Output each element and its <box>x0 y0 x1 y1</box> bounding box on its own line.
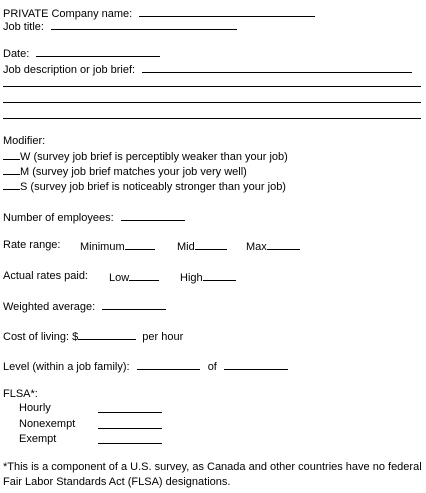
level-of-field[interactable] <box>224 359 288 370</box>
modifier-s-text: (survey job brief is noticeably stronger than your job) <box>30 181 286 193</box>
weighted-average-row <box>3 299 166 314</box>
modifier-heading: Modifier: <box>3 135 46 147</box>
job-title-label: Job title: <box>3 21 44 33</box>
level-row <box>3 359 288 374</box>
job-description-line-1[interactable] <box>3 86 421 87</box>
cost-of-living-row <box>3 329 183 344</box>
modifier-m-code: M <box>20 166 30 178</box>
modifier-w-text: (survey job brief is perceptibly weaker than your job) <box>33 151 288 163</box>
job-description-label: Job description or job brief: <box>3 64 136 76</box>
employees-label: Number of employees: <box>3 212 114 224</box>
modifier-m-text: (survey job brief matches your job very well) <box>32 166 247 178</box>
low-field[interactable] <box>129 270 159 281</box>
low-group <box>109 270 159 285</box>
footnote: *This is a component of a U.S. survey, as Canada and other countries have no federal Fair Labor Standards Act (FLSA) designations. <box>3 461 422 488</box>
date-label: Date: <box>3 48 30 60</box>
modifier-s-code: S <box>20 181 28 193</box>
minimum-label: Minimum <box>80 241 125 253</box>
flsa-hourly-field[interactable] <box>98 402 162 413</box>
actual-rates-label: Actual rates paid: <box>3 270 88 282</box>
max-field[interactable] <box>267 239 300 250</box>
mid-field[interactable] <box>195 239 227 250</box>
of-label: of <box>207 361 217 373</box>
job-description-field[interactable] <box>142 62 412 73</box>
level-label: Level (within a job family): <box>3 361 130 373</box>
flsa-hourly-field-wrap <box>98 402 162 417</box>
company-name-field[interactable] <box>139 6 315 17</box>
employees-field[interactable] <box>121 210 185 221</box>
flsa-exempt-field[interactable] <box>98 433 162 444</box>
actual-rates-row <box>3 270 88 283</box>
job-title-field[interactable] <box>51 19 237 30</box>
modifier-option-w <box>3 149 288 164</box>
minimum-field[interactable] <box>125 239 155 250</box>
rate-range-label: Rate range: <box>3 239 61 251</box>
modifier-s-blank[interactable] <box>3 179 20 190</box>
high-label: High <box>180 272 203 284</box>
cost-of-living-field[interactable] <box>78 329 136 340</box>
rate-range-row <box>3 239 60 252</box>
job-title-row <box>3 19 237 34</box>
minimum-group <box>80 239 155 254</box>
modifier-w-code: W <box>20 151 31 163</box>
date-field[interactable] <box>36 46 160 57</box>
flsa-exempt-label: Exempt <box>19 433 57 445</box>
job-description-line-2[interactable] <box>3 102 421 103</box>
flsa-nonexempt-field-wrap <box>98 418 162 433</box>
flsa-hourly-label: Hourly <box>19 402 51 414</box>
mid-label: Mid <box>177 241 195 253</box>
employees-row <box>3 210 185 225</box>
flsa-nonexempt-label: Nonexempt <box>19 418 76 430</box>
flsa-nonexempt-field[interactable] <box>98 418 162 429</box>
flsa-heading: FLSA*: <box>3 388 38 400</box>
high-group <box>180 270 236 285</box>
modifier-option-s <box>3 179 286 194</box>
max-group <box>246 239 300 254</box>
cost-of-living-label: Cost of living: $ <box>3 331 79 343</box>
weighted-average-field[interactable] <box>102 299 166 310</box>
job-description-line-3[interactable] <box>3 118 421 119</box>
job-description-row <box>3 62 412 77</box>
modifier-w-blank[interactable] <box>3 149 20 160</box>
flsa-exempt-field-wrap <box>98 433 162 448</box>
low-label: Low <box>109 272 130 284</box>
date-row <box>3 46 160 61</box>
company-name-label: PRIVATE Company name: <box>3 8 133 20</box>
per-hour-label: per hour <box>142 331 184 343</box>
high-field[interactable] <box>203 270 236 281</box>
modifier-option-m <box>3 164 247 179</box>
mid-group <box>177 239 227 254</box>
modifier-m-blank[interactable] <box>3 164 20 175</box>
weighted-average-label: Weighted average: <box>3 301 96 313</box>
level-field[interactable] <box>137 359 200 370</box>
max-label: Max <box>246 241 267 253</box>
